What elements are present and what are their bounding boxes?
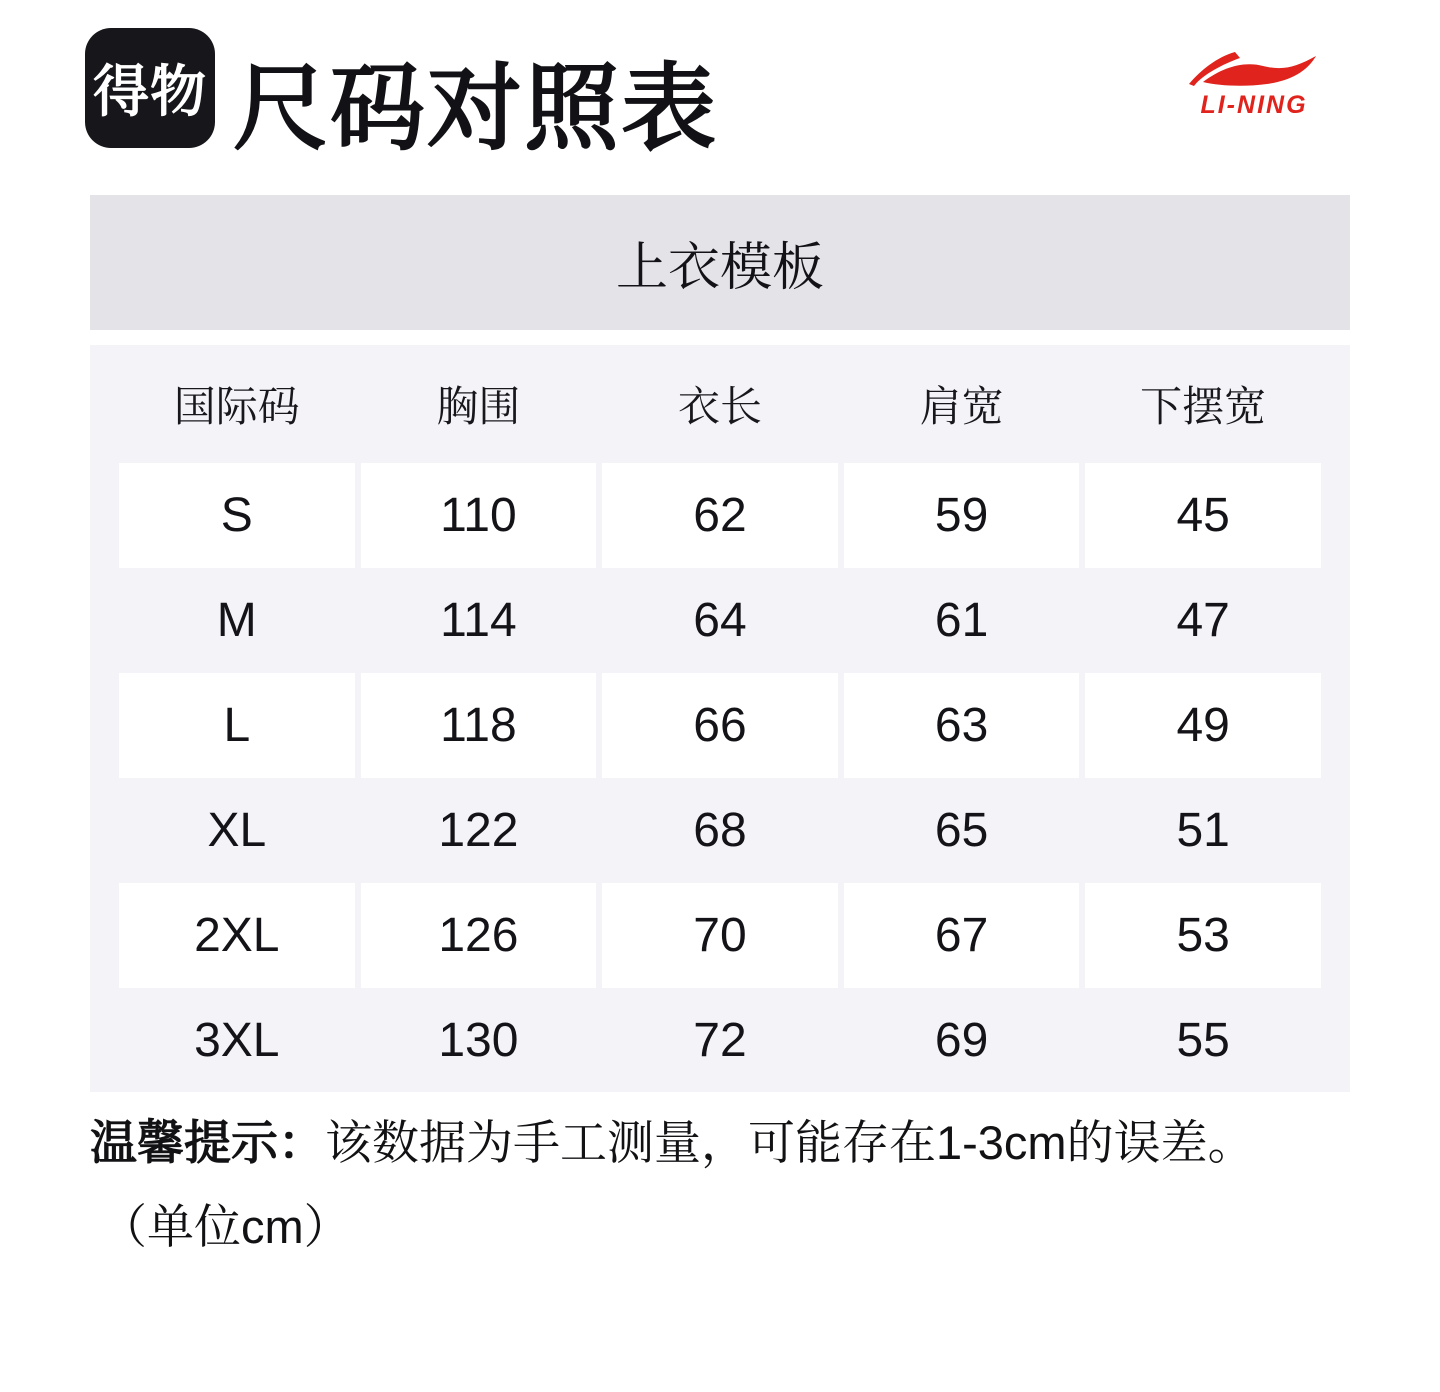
chest-cell: 122 <box>438 804 519 857</box>
table-row <box>90 883 1350 988</box>
measurement-note <box>90 1112 1370 1256</box>
note-line1 <box>90 1112 1370 1174</box>
chest-cell: 126 <box>361 883 597 988</box>
column-header-shoulder: 肩宽 <box>919 383 1004 430</box>
table-header-row <box>90 345 1350 463</box>
length-cell: 70 <box>602 883 838 988</box>
table-row <box>90 568 1350 673</box>
hem-cell: 51 <box>1176 804 1230 857</box>
table-row <box>90 673 1350 778</box>
length-cell: 62 <box>602 463 838 568</box>
shoulder-cell: 65 <box>934 804 989 857</box>
size-cell: 2XL <box>119 883 355 988</box>
size-cell: XL <box>207 804 267 857</box>
page-title: 尺码对照表 <box>233 56 719 162</box>
hem-cell: 53 <box>1085 883 1321 988</box>
table-row <box>90 463 1350 568</box>
column-header-size: 国际码 <box>173 383 300 430</box>
table-row <box>90 778 1350 883</box>
length-cell: 68 <box>693 804 747 857</box>
size-cell: M <box>216 594 257 647</box>
lining-wordmark: LI-NING <box>1200 91 1308 119</box>
shoulder-cell: 59 <box>844 463 1080 568</box>
size-cell: 3XL <box>194 1014 280 1067</box>
size-table <box>90 345 1350 1092</box>
chest-cell: 118 <box>361 673 597 778</box>
length-cell: 64 <box>693 594 747 647</box>
column-header-length: 衣长 <box>677 383 762 430</box>
shoulder-cell: 67 <box>844 883 1080 988</box>
chest-cell: 130 <box>438 1014 519 1067</box>
shoulder-cell: 69 <box>934 1014 989 1067</box>
chest-cell: 110 <box>361 463 597 568</box>
template-banner-title: 上衣模板 <box>615 239 824 297</box>
hem-cell: 55 <box>1176 1014 1230 1067</box>
chest-cell: 114 <box>440 594 517 647</box>
hem-cell: 45 <box>1085 463 1321 568</box>
column-header-hem: 下摆宽 <box>1140 383 1267 430</box>
shoulder-cell: 61 <box>934 594 989 647</box>
hem-cell: 49 <box>1085 673 1321 778</box>
dewu-logo-text: 得物 <box>93 60 207 123</box>
lining-logo <box>1188 50 1320 120</box>
shoulder-cell: 63 <box>844 673 1080 778</box>
note-label: 温馨提示： <box>90 1116 325 1169</box>
note-unit: （单位cm） <box>100 1200 351 1253</box>
template-banner <box>90 195 1350 330</box>
dewu-logo <box>85 28 215 148</box>
note-text: 该数据为手工测量，可能存在1-3cm的误差。 <box>325 1116 1255 1169</box>
length-cell: 66 <box>602 673 838 778</box>
table-row <box>90 988 1350 1093</box>
size-cell: L <box>119 673 355 778</box>
size-cell: S <box>119 463 355 568</box>
lining-swoosh-icon <box>1188 50 1320 86</box>
column-header-chest: 胸围 <box>436 383 521 430</box>
hem-cell: 47 <box>1176 594 1230 647</box>
length-cell: 72 <box>693 1014 747 1067</box>
